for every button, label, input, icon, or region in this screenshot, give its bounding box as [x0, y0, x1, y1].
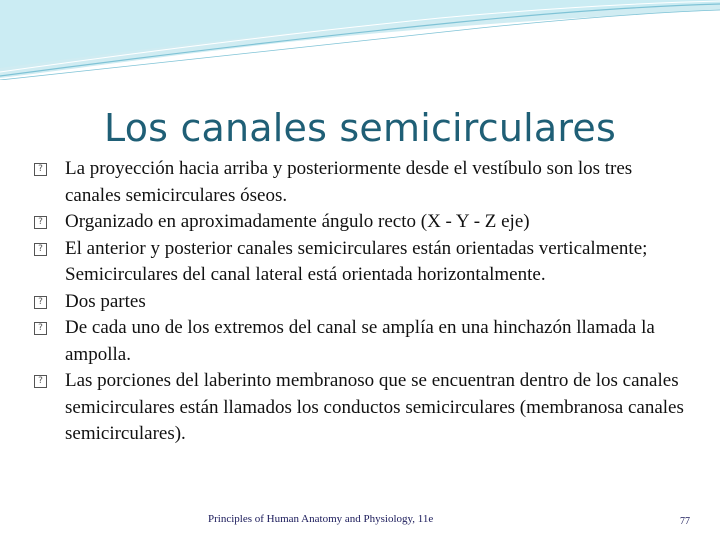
missing-glyph-box-icon	[34, 243, 47, 256]
page-number: 77	[680, 516, 690, 527]
footer-citation: Principles of Human Anatomy and Physiology, 11e	[208, 513, 434, 525]
bullet-item	[34, 368, 684, 448]
bullet-item	[34, 209, 684, 236]
bullet-text: Dos partes	[65, 290, 146, 312]
bullet-item	[34, 156, 684, 209]
bullet-text: De cada uno de los extremos del canal se amplía en una hinchazón llamada la ampolla.	[65, 317, 655, 365]
missing-glyph-box-icon	[34, 163, 47, 176]
missing-glyph-box-icon	[34, 375, 47, 388]
bullet-item	[34, 289, 684, 316]
bullet-text: El anterior y posterior canales semicirculares están orientadas verticalmente; Semicirculares del canal lateral está orientada horizontalmente.	[65, 237, 648, 285]
bullet-item	[34, 315, 684, 368]
bullet-list	[34, 156, 684, 448]
header-wave-decoration	[0, 0, 720, 80]
missing-glyph-box-icon	[34, 296, 47, 309]
bullet-text: Las porciones del laberinto membranoso que se encuentran dentro de los canales semicirculares están llamados los conductos semicirculares (membranosa canales semicirculares).	[65, 370, 684, 444]
bullet-text: La proyección hacia arriba y posteriormente desde el vestíbulo son los tres canales semicirculares óseos.	[65, 158, 633, 206]
bullet-text: Organizado en aproximadamente ángulo recto (X - Y - Z eje)	[65, 211, 530, 232]
missing-glyph-box-icon	[34, 216, 47, 229]
bullet-item	[34, 236, 684, 289]
missing-glyph-box-icon	[34, 322, 47, 335]
slide-title: Los canales semicirculares	[104, 106, 616, 151]
